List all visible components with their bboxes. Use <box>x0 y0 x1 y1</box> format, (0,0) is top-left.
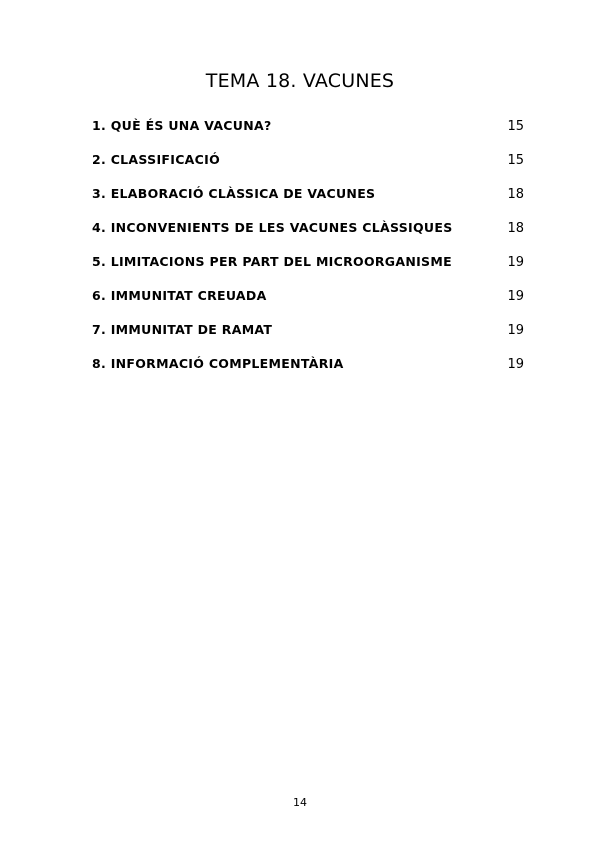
toc-entry <box>92 252 524 286</box>
toc-entry-page: 19 <box>507 255 524 270</box>
toc-entry-page: 19 <box>507 323 524 338</box>
toc-entry <box>92 320 524 354</box>
toc-entry-page: 18 <box>507 187 524 202</box>
toc-entry-page: 15 <box>507 153 524 168</box>
toc-entry <box>92 354 524 388</box>
toc-entry-title: 7. IMMUNITAT DE RAMAT <box>92 322 273 337</box>
toc-entry-title: 2. CLASSIFICACIÓ <box>92 152 220 167</box>
toc-entry-page: 19 <box>507 289 524 304</box>
page-number: 14 <box>293 796 307 809</box>
toc-entry <box>92 286 524 320</box>
toc-entry-title: 3. ELABORACIÓ CLÀSSICA DE VACUNES <box>92 186 376 201</box>
table-of-contents <box>92 116 524 388</box>
toc-entry-page: 15 <box>507 119 524 134</box>
toc-entry <box>92 184 524 218</box>
toc-entry <box>92 218 524 252</box>
toc-entry-title: 8. INFORMACIÓ COMPLEMENTÀRIA <box>92 356 344 371</box>
toc-entry <box>92 150 524 184</box>
toc-entry <box>92 116 524 150</box>
toc-entry-page: 19 <box>507 357 524 372</box>
page-title: TEMA 18. VACUNES <box>205 70 395 92</box>
toc-entry-title: 5. LIMITACIONS PER PART DEL MICROORGANISME <box>92 254 452 269</box>
toc-entry-title: 1. QUÈ ÉS UNA VACUNA? <box>92 118 272 133</box>
toc-entry-title: 6. IMMUNITAT CREUADA <box>92 288 267 303</box>
toc-entry-page: 18 <box>507 221 524 236</box>
toc-entry-title: 4. INCONVENIENTS DE LES VACUNES CLÀSSIQUES <box>92 220 453 235</box>
